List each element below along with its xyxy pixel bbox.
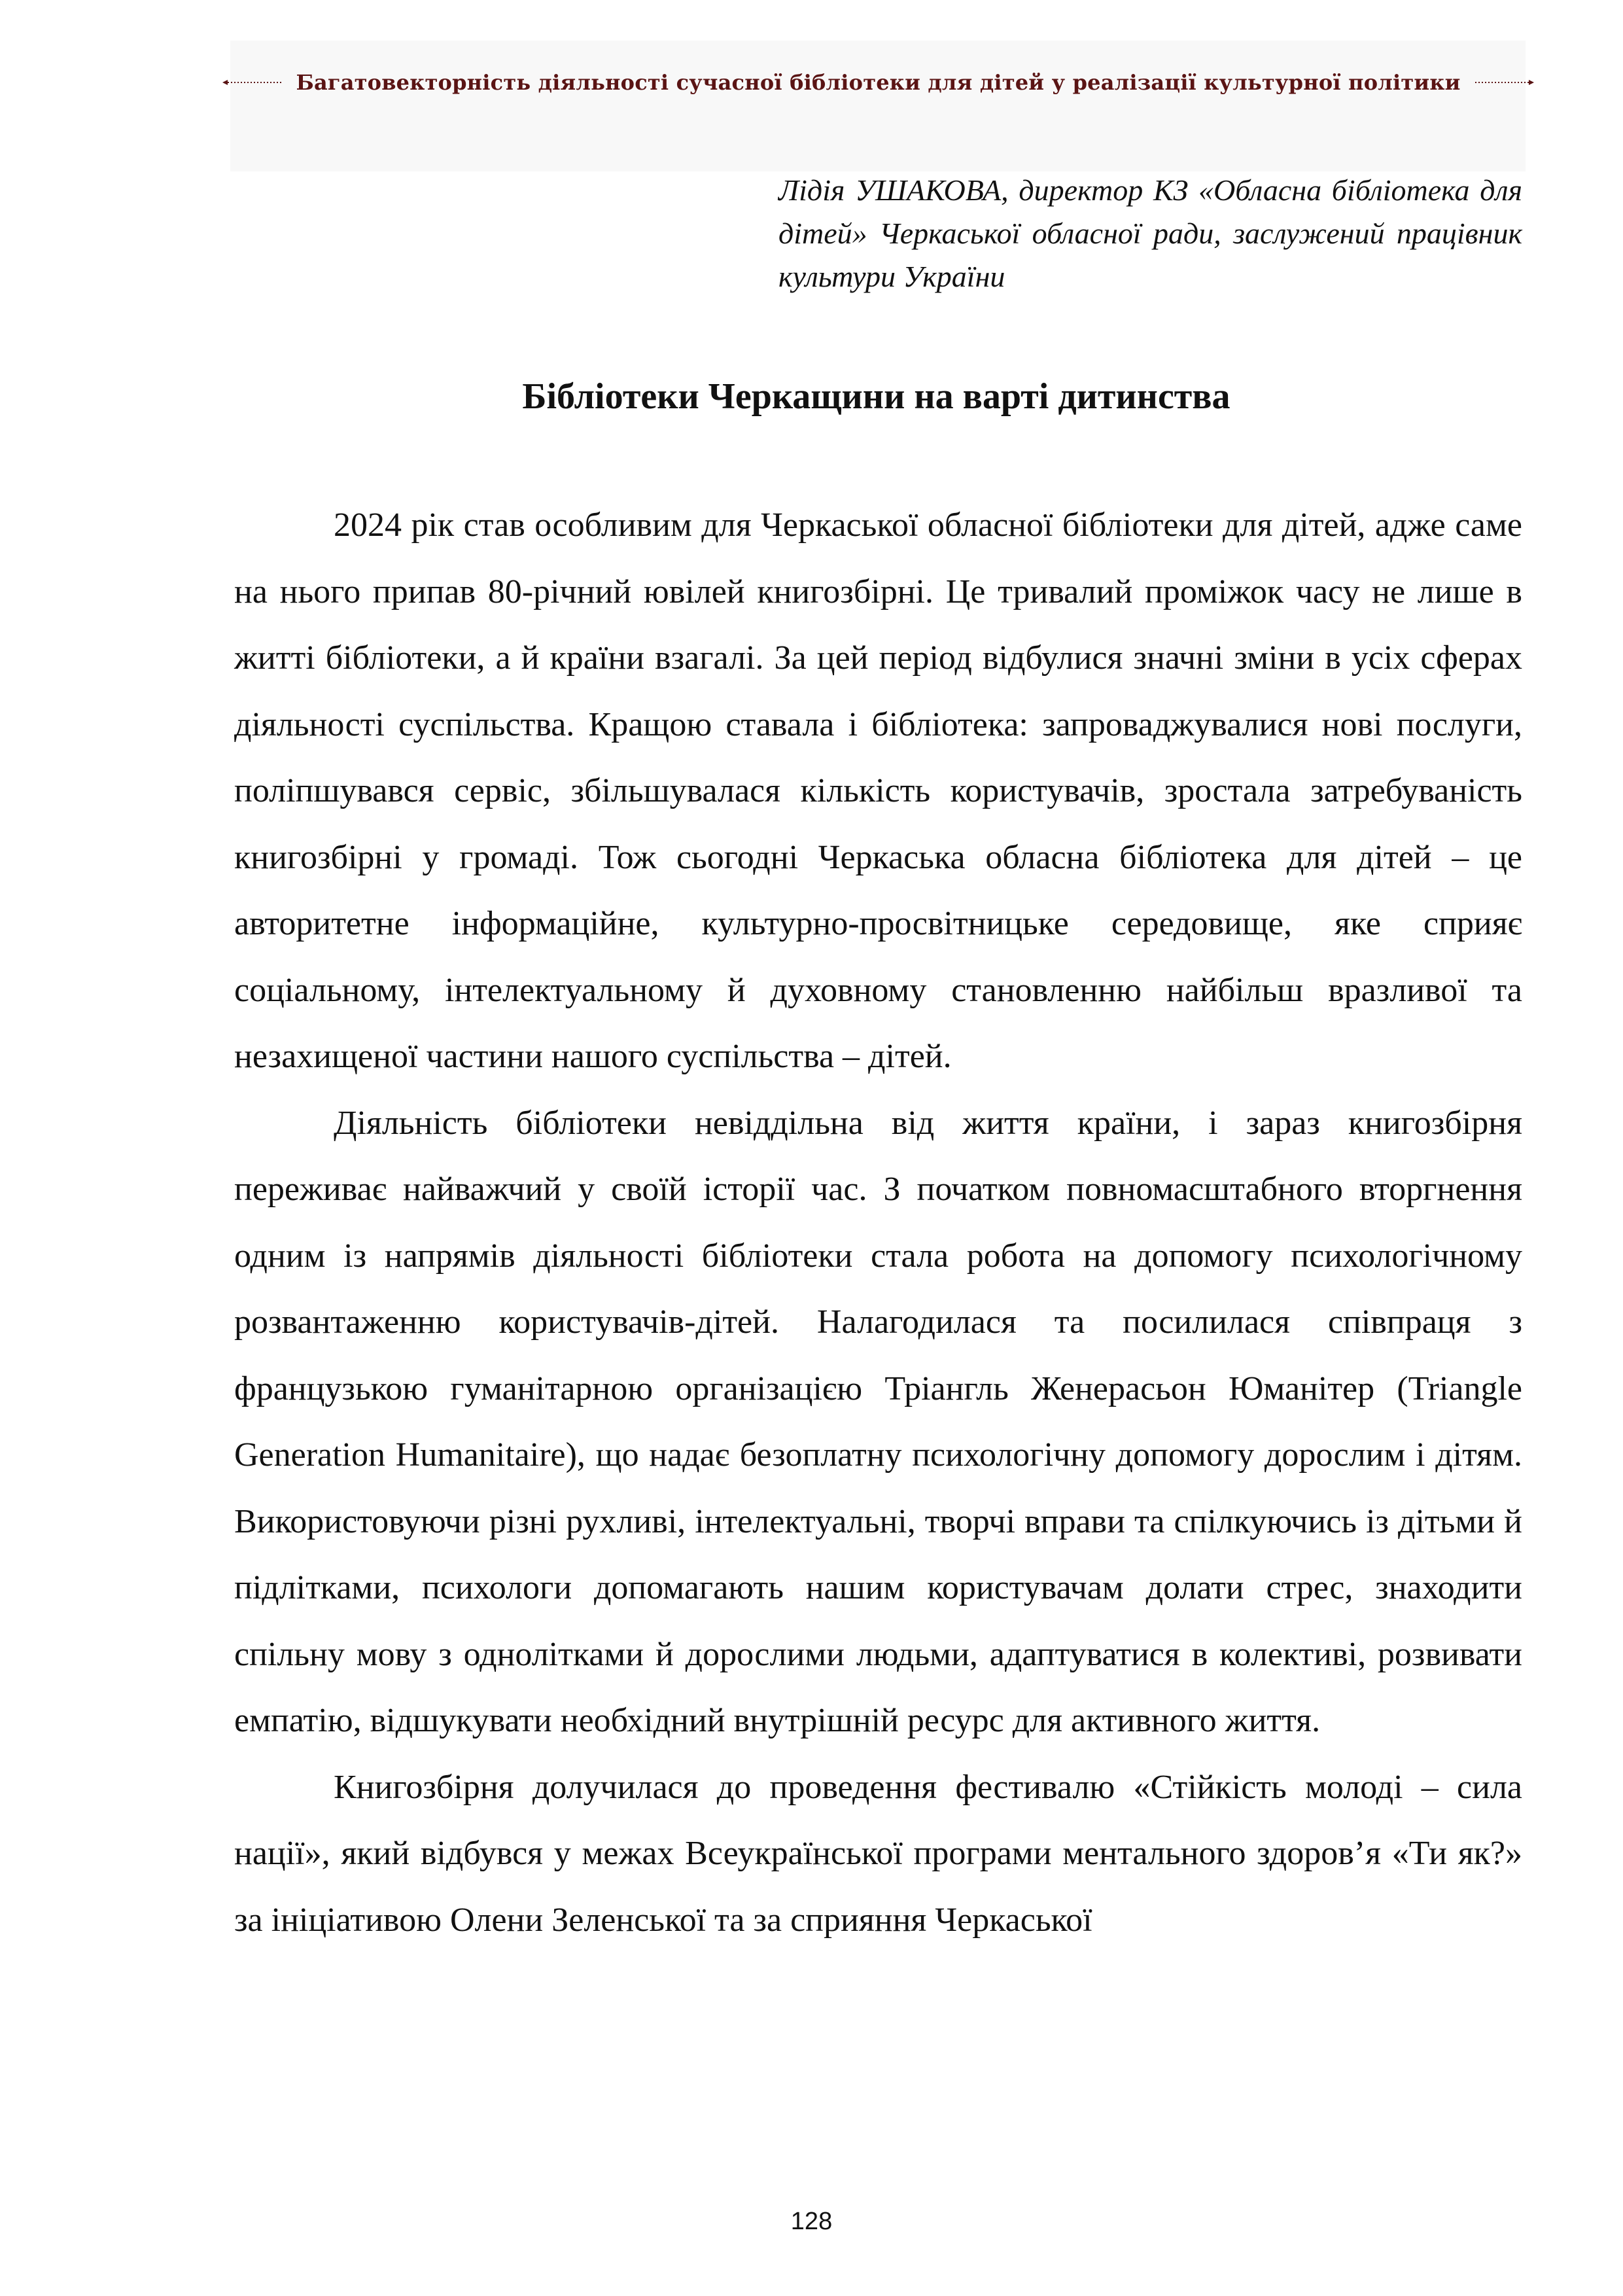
article-title: Бібліотеки Черкащини на варті дитинства — [522, 376, 1230, 417]
author-byline: Лідія УШАКОВА, директор КЗ «Обласна бібліотека для дітей» Черкаської обласної ради, заслужений працівник культури України — [778, 173, 1522, 293]
page-number: 128 — [790, 2208, 833, 2235]
right-arrow-icon — [1475, 79, 1534, 86]
running-header-band — [230, 41, 1526, 171]
running-header-title: Багатовекторність діяльності сучасної бібліотеки для дітей у реалізації культурної політики — [296, 70, 1461, 95]
left-arrow-icon — [222, 79, 281, 86]
paragraph: Діяльність бібліотеки невіддільна від життя країни, і зараз книгозбірня переживає найважчий у своїй історії час. З початком повномасштабного вторгнення одним із напрямів діяльності бібліотеки стала робота на допомогу психологічному розвантаженню користувачів-дітей. Налагодилася та посилилася співпраця з французькою гуманітарною організацією Тріангль Женерасьон Юманітер (Triangle Generation Humanitaire), що надає безоплатну психологічну допомогу дорослим і дітям. Використовуючи різні рухливі, інтелектуальні, творчі вправи та спілкуючись із дітьми й підлітками, психологи допомагають нашим користувачам долати стрес, знаходити спільну мову з однолітками й дорослими людьми, адаптуватися в колективі, розвивати емпатію, відшукувати необхідний внутрішній ресурс для активного життя. — [234, 1104, 1522, 1739]
paragraph: Книгозбірня долучилася до проведення фестивалю «Стійкість молоді – сила нації», який відбувся у межах Всеукраїнської програми ментального здоров’я «Ти як?» за ініціативою Олени Зеленської та за сприяння Черкаської — [234, 1768, 1522, 1939]
running-header — [258, 69, 1498, 96]
article-body — [234, 492, 1522, 1953]
paragraph: 2024 рік став особливим для Черкаської обласної бібліотеки для дітей, адже саме на нього припав 80-річний ювілей книгозбірні. Це тривалий проміжок часу не лише в житті бібліотеки, а й країни взагалі. За цей період відбулися значні зміни в усіх сферах діяльності суспільства. Кращою ставала і бібліотека: запроваджувалися нові послуги, поліпшувався сервіс, збільшувалася кількість користувачів, зростала затребуваність книгозбірні у громаді. Тож сьогодні Черкаська обласна бібліотека для дітей – це авторитетне інформаційне, культурно-просвітницьке середовище, яке сприяє соціальному, інтелектуальному й духовному становленню найбільш вразливої та незахищеної частини нашого суспільства – дітей. — [234, 506, 1522, 1075]
